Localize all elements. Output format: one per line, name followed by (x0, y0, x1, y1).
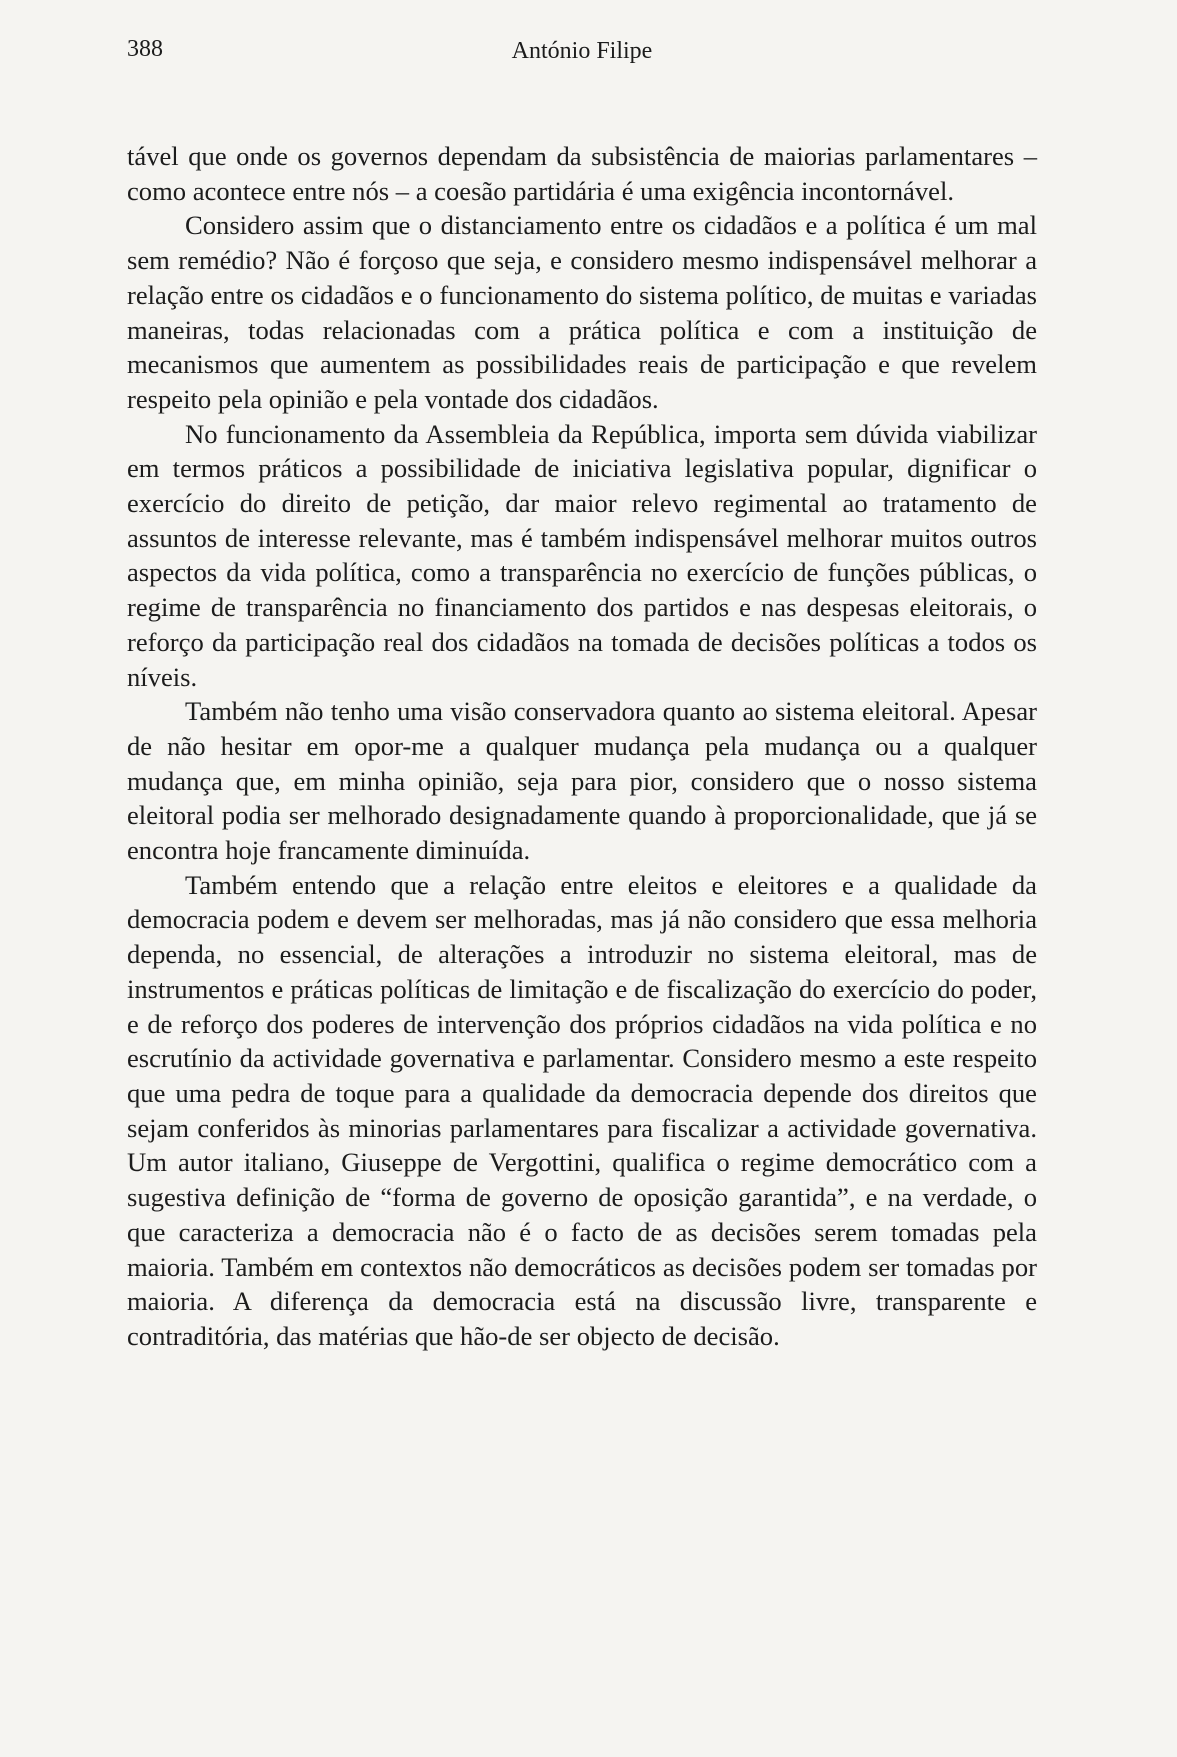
running-head-author: António Filipe (511, 38, 653, 64)
paragraph-continued: tável que onde os governos dependam da subsistência de maiorias parlamentares – como acontece entre nós – a coesão partidária é uma exigência incontornável. (127, 141, 1037, 206)
running-head (127, 36, 1037, 76)
page-number: 388 (127, 36, 163, 62)
paragraph: No funcionamento da Assembleia da República, importa sem dúvida viabilizar em termos práticos a possibilidade de iniciativa legislativa popular, dignificar o exercício do direito de petição, dar maior relevo regimental ao tratamento de assuntos de interesse relevante, mas é também indispensável melhorar muitos outros aspectos da vida política, como a transparência no exercício de funções públicas, o regime de transparência no financiamento dos partidos e nas despesas eleitorais, o reforço da participação real dos cidadãos na tomada de decisões políticas a todos os níveis. (127, 418, 1037, 692)
paragraph: Também não tenho uma visão conservadora quanto ao sistema eleitoral. Apesar de não hesitar em opor-me a qualquer mudança pela mudança ou a qualquer mudança que, em minha opinião, seja para pior, considero que o nosso sistema eleitoral podia ser melhorado designadamente quando à proporcionalidade, que já se encontra hoje francamente diminuída. (127, 696, 1037, 866)
body-text (127, 139, 1037, 1354)
paragraph: Também entendo que a relação entre eleitos e eleitores e a qualidade da democracia podem e devem ser melhoradas, mas já não considero que essa melhoria dependa, no essencial, de alterações a introduzir no sistema eleitoral, mas de instrumentos e práticas políticas de limitação e de fiscalização do exercício do poder, e de reforço dos poderes de intervenção dos próprios cidadãos na vida política e no escrutínio da actividade governativa e parlamentar. Considero mesmo a este respeito que uma pedra de toque para a qualidade da democracia depende dos direitos que sejam conferidos às minorias parlamentares para fiscalizar a actividade governativa. Um autor italiano, Giuseppe de Vergottini, qualifica o regime democrático com a sugestiva definição de “forma de governo de oposição garantida”, e na verdade, o que caracteriza a democracia não é o facto de as decisões serem tomadas pela maioria. Também em contextos não democráticos as decisões podem ser tomadas por maioria. A diferença da democracia está na discussão livre, transparente e contraditória, das matérias que hão-de ser objecto de decisão. (127, 869, 1037, 1351)
paragraph: Considero assim que o distanciamento entre os cidadãos e a política é um mal sem remédio? Não é forçoso que seja, e considero mesmo indispensável melhorar a relação entre os cidadãos e o funcionamento do sistema político, de muitas e variadas maneiras, todas relacionadas com a prática política e com a instituição de mecanismos que aumentem as possibilidades reais de participação e que revelem respeito pela opinião e pela vontade dos cidadãos. (127, 210, 1037, 414)
